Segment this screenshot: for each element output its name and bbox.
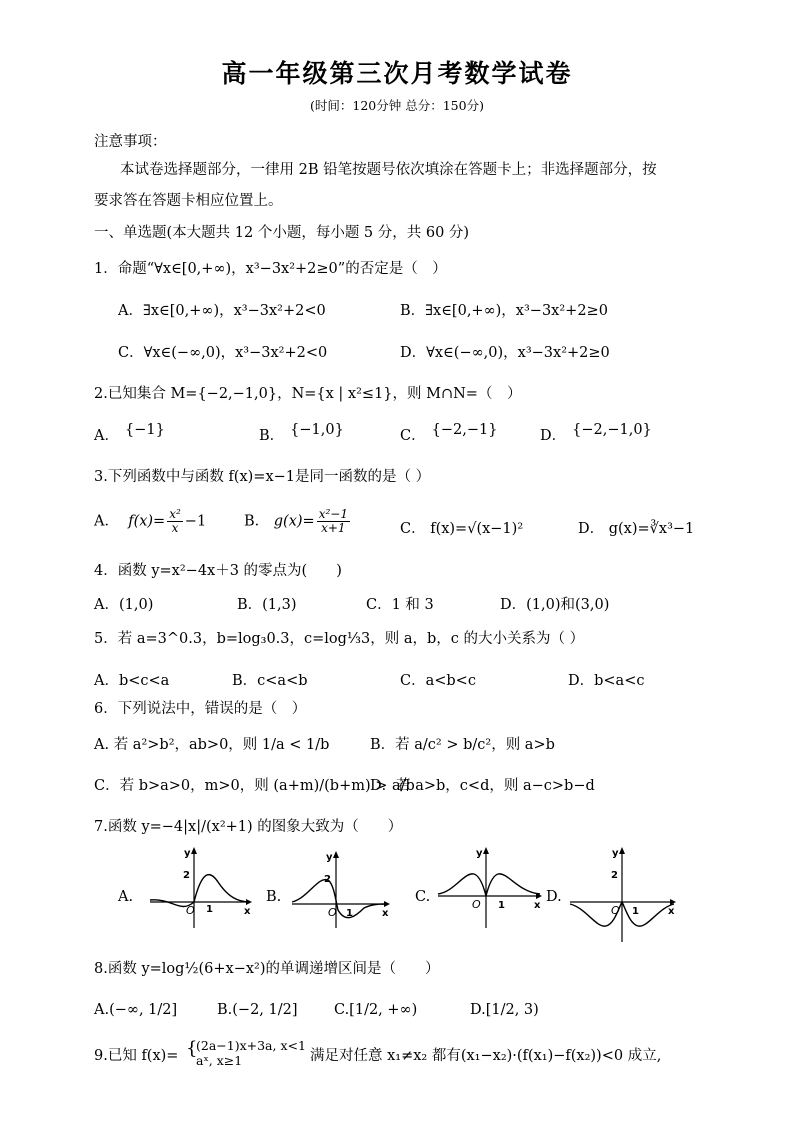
q1-option-c: C．∀x∈(−∞,0)，x³−3x²+2<0: [118, 345, 328, 361]
notice-line-2: 要求答在答题卡相应位置上。: [94, 193, 283, 209]
q9-case-1: (2a−1)x+3a, x<1: [196, 1038, 306, 1053]
q5-option-d: D．b<a<c: [568, 673, 645, 689]
q9-case-2: aˣ, x≥1: [196, 1053, 243, 1068]
q7-graph-a: [148, 842, 260, 930]
svg-text:1: 1: [346, 908, 353, 919]
q4-stem: 4．函数 y=x²−4x＋3 的零点为( ): [94, 563, 342, 579]
q4-option-c: C．1 和 3: [366, 597, 434, 613]
q2-option-c: C． {−2,−1}: [400, 422, 498, 444]
notice-heading: 注意事项：: [94, 134, 167, 150]
svg-text:2: 2: [611, 870, 618, 881]
q3-option-c: C． f(x)=√(x−1)²: [400, 521, 524, 537]
svg-text:O: O: [611, 904, 620, 917]
q4-option-d: D．(1,0)和(3,0): [500, 597, 610, 613]
svg-text:1: 1: [498, 900, 505, 911]
svg-text:y: y: [612, 848, 619, 859]
exam-info: (时间：120分钟 总分：150分): [310, 98, 484, 113]
q9-piecewise: [196, 1038, 306, 1068]
q5-option-b: B．c<a<b: [232, 673, 308, 689]
q3-option-b: B． g(x)= $\frac{\text{x²−1}}{x+1}$: [244, 507, 348, 535]
svg-text:y: y: [184, 848, 191, 859]
svg-text:O: O: [186, 904, 195, 917]
q8-option-d: D.[1/2, 3): [470, 1002, 539, 1018]
q7-stem: 7.函数 y=−4|x|/(x²+1) 的图象大致为（ ）: [94, 819, 403, 835]
q7-graph-c: [436, 842, 548, 930]
svg-text:2: 2: [183, 870, 190, 881]
q7-option-b-label: B.: [266, 889, 282, 905]
q6-option-b: B．若 a/c² > b/c²，则 a>b: [370, 737, 555, 753]
svg-text:x: x: [244, 906, 251, 917]
svg-text:y: y: [476, 848, 483, 859]
q9-stem-start: 9.已知 f(x)=: [94, 1048, 179, 1064]
svg-text:x: x: [534, 900, 541, 911]
q3-option-d: D． g(x)=∛x³−1: [578, 521, 695, 537]
q7-graph-b: [290, 846, 398, 930]
q5-option-c: C．a<b<c: [400, 673, 476, 689]
q2-option-a: A． {−1}: [94, 422, 165, 444]
q2-option-d: D． {−2,−1,0}: [540, 422, 652, 444]
q7-option-a-label: A.: [118, 889, 134, 905]
q7-option-c-label: C.: [415, 889, 431, 905]
q9-brace: {: [186, 1038, 198, 1059]
q3-option-a: A． f(x)= $\frac{\text{x²}}{x}$ −1: [94, 507, 207, 535]
q8-stem: 8.函数 y=log½(6+x−x²)的单调递增区间是（ ）: [94, 961, 440, 977]
q6-stem: 6．下列说法中，错误的是（ ）: [94, 701, 307, 717]
q5-stem: 5．若 a=3^0.3，b=log₃0.3，c=log⅓3，则 a，b，c 的大小关系为（ ）: [94, 631, 585, 647]
svg-text:1: 1: [206, 904, 213, 915]
q1-stem: 1．命题“∀x∈[0,+∞)，x³−3x²+2≥0”的否定是（ ）: [94, 261, 447, 277]
q3-stem: 3.下列函数中与函数 f(x)=x−1是同一函数的是（ ）: [94, 469, 431, 485]
q4-option-a: A．(1,0): [94, 597, 154, 613]
q8-option-a: A.(−∞, 1/2]: [94, 1002, 178, 1018]
q8-option-c: C.[1/2, +∞): [334, 1002, 418, 1018]
q7-graph-d: [568, 842, 684, 946]
section-heading: 一、单选题(本大题共 12 个小题，每小题 5 分，共 60 分): [94, 225, 470, 241]
q1-option-a: A．∃x∈[0,+∞)，x³−3x²+2<0: [118, 303, 326, 319]
q9-stem-end: 满足对任意 x₁≠x₂ 都有(x₁−x₂)·(f(x₁)−f(x₂))<0 成立,: [310, 1048, 662, 1064]
q6-option-c: C．若 b>a>0，m>0，则 (a+m)/(b+m) > a/b: [94, 778, 415, 794]
q6-option-d: D．若 a>b，c<d，则 a−c>b−d: [370, 778, 595, 794]
q5-option-a: A．b<c<a: [94, 673, 170, 689]
q2-option-b: B． {−1,0}: [259, 422, 344, 444]
q7-option-d-label: D.: [546, 889, 562, 905]
svg-text:2: 2: [324, 874, 331, 885]
q6-option-a: A. 若 a²>b²，ab>0，则 1/a < 1/b: [94, 737, 330, 753]
svg-text:1: 1: [632, 906, 639, 917]
q4-option-b: B．(1,3): [237, 597, 297, 613]
q1-option-b: B．∃x∈[0,+∞)，x³−3x²+2≥0: [400, 303, 608, 319]
q1-option-d: D．∀x∈(−∞,0)，x³−3x²+2≥0: [400, 345, 610, 361]
svg-text:x: x: [382, 908, 389, 919]
svg-text:x: x: [668, 906, 675, 917]
notice-line-1: 本试卷选择题部分，一律用 2B 铅笔按题号依次填涂在答题卡上；非选择题部分，按: [120, 162, 657, 178]
page-title: 高一年级第三次月考数学试卷: [221, 59, 573, 88]
svg-text:y: y: [326, 852, 333, 863]
svg-text:O: O: [472, 898, 481, 911]
q2-stem: 2.已知集合 M={−2,−1,0}，N={x | x²≤1}，则 M∩N=（ ）: [94, 386, 522, 402]
q8-option-b: B.(−2, 1/2]: [217, 1002, 298, 1018]
svg-text:O: O: [328, 906, 337, 919]
